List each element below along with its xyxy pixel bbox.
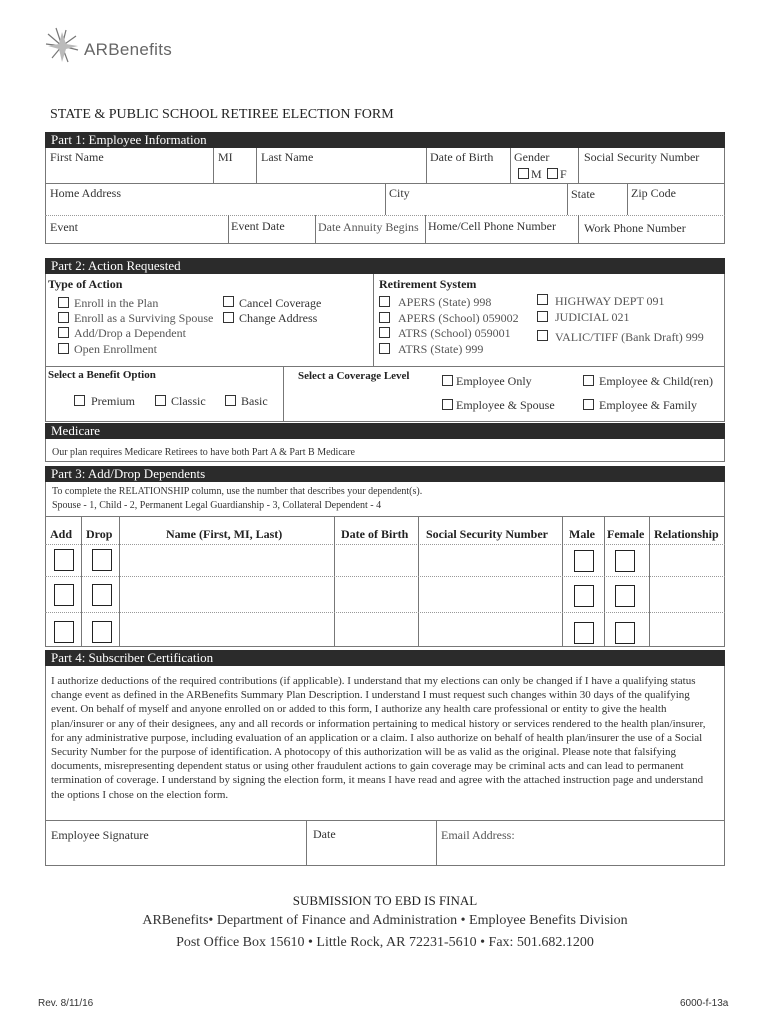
valic-tiff-label: VALIC/TIFF (Bank Draft) 999: [555, 330, 704, 344]
state-field[interactable]: State: [571, 187, 595, 201]
annuity-date-field[interactable]: Date Annuity Begins: [318, 220, 419, 234]
enroll-label: Enroll in the Plan: [74, 296, 159, 310]
dep3-dob-input[interactable]: [337, 616, 415, 646]
part4-heading: Part 4: Subscriber Certification: [45, 650, 725, 666]
dep1-male-checkbox[interactable]: [574, 550, 594, 572]
employee-children-label: Employee & Child(ren): [599, 374, 713, 388]
dob-field[interactable]: Date of Birth: [430, 150, 494, 164]
apers-state-checkbox[interactable]: [379, 296, 390, 307]
dep1-relationship-input[interactable]: [652, 548, 722, 574]
dep2-name-input[interactable]: [122, 580, 332, 610]
valic-tiff-checkbox[interactable]: [537, 330, 548, 341]
classic-checkbox[interactable]: [155, 395, 166, 406]
gender-label: Gender: [514, 150, 550, 164]
coverage-level-label: Select a Coverage Level: [298, 370, 410, 382]
employee-family-label: Employee & Family: [599, 398, 697, 412]
dep2-female-checkbox[interactable]: [615, 585, 635, 607]
last-name-field[interactable]: Last Name: [261, 150, 314, 164]
zip-field[interactable]: Zip Code: [631, 186, 676, 200]
ssn-field[interactable]: Social Security Number: [584, 150, 700, 164]
basic-label: Basic: [241, 394, 268, 408]
signature-date-field[interactable]: Date: [313, 827, 336, 841]
gender-m-checkbox[interactable]: [518, 168, 529, 179]
col-ssn: Social Security Number: [426, 527, 548, 541]
surviving-spouse-label: Enroll as a Surviving Spouse: [74, 311, 214, 325]
dep3-name-input[interactable]: [122, 616, 332, 646]
dep2-add-checkbox[interactable]: [54, 584, 74, 606]
dep3-male-checkbox[interactable]: [574, 622, 594, 644]
gender-f-checkbox[interactable]: [547, 168, 558, 179]
atrs-school-checkbox[interactable]: [379, 327, 390, 338]
city-field[interactable]: City: [389, 186, 410, 200]
retirement-system-label: Retirement System: [379, 277, 477, 291]
atrs-school-label: ATRS (School) 059001: [398, 326, 511, 340]
col-add: Add: [50, 527, 73, 541]
dep1-drop-checkbox[interactable]: [92, 549, 112, 571]
event-field[interactable]: Event: [50, 220, 78, 234]
atrs-state-checkbox[interactable]: [379, 343, 390, 354]
employee-spouse-checkbox[interactable]: [442, 399, 453, 410]
part1-heading: Part 1: Employee Information: [45, 132, 725, 148]
footer-address: Post Office Box 15610 • Little Rock, AR 72231-5610 • Fax: 501.682.1200: [176, 935, 594, 950]
form-title: STATE & PUBLIC SCHOOL RETIREE ELECTION FORM: [50, 107, 394, 122]
mi-field[interactable]: MI: [218, 150, 233, 164]
col-dob: Date of Birth: [341, 527, 409, 541]
dep3-relationship-input[interactable]: [652, 616, 722, 646]
dep3-add-checkbox[interactable]: [54, 621, 74, 643]
classic-label: Classic: [171, 394, 206, 408]
apers-school-checkbox[interactable]: [379, 312, 390, 323]
dep1-ssn-input[interactable]: [421, 548, 559, 574]
col-drop: Drop: [86, 527, 113, 541]
change-address-label: Change Address: [239, 311, 318, 325]
type-of-action-label: Type of Action: [48, 277, 123, 291]
col-female: Female: [607, 527, 645, 541]
employee-family-checkbox[interactable]: [583, 399, 594, 410]
change-address-checkbox[interactable]: [223, 312, 234, 323]
add-drop-dependent-label: Add/Drop a Dependent: [74, 326, 186, 340]
apers-state-label: APERS (State) 998: [398, 295, 492, 309]
dep2-drop-checkbox[interactable]: [92, 584, 112, 606]
dep3-drop-checkbox[interactable]: [92, 621, 112, 643]
judicial-checkbox[interactable]: [537, 311, 548, 322]
enroll-checkbox[interactable]: [58, 297, 69, 308]
dep3-ssn-input[interactable]: [421, 616, 559, 646]
apers-school-label: APERS (School) 059002: [398, 311, 519, 325]
event-date-field[interactable]: Event Date: [231, 219, 285, 233]
medicare-note: Our plan requires Medicare Retirees to have both Part A & Part B Medicare: [52, 447, 355, 458]
judicial-label: JUDICIAL 021: [555, 310, 630, 324]
medicare-heading: Medicare: [45, 423, 725, 439]
highway-dept-label: HIGHWAY DEPT 091: [555, 294, 665, 308]
cancel-coverage-checkbox[interactable]: [223, 296, 234, 307]
gender-f-label: F: [560, 167, 567, 181]
footer-organization: ARBenefits• Department of Finance and Administration • Employee Benefits Division: [142, 913, 628, 928]
revision-date: Rev. 8/11/16: [38, 998, 94, 1009]
open-enrollment-label: Open Enrollment: [74, 342, 157, 356]
certification-text: I authorize deductions of the required contributions (if applicable). I understand that my elections can only be changed if I have a qualifying status change event as defined in the ARBenefits Summary Plan Description. I understand I must request such changes within 30 days of the qualifying event. On behalf of myself and anyone enrolled on or added to this form, I authorize any health care professional or entity to give the health plan/insurer or any of their designees, any and all records or information pertaining to medical history or services rendered to the health plan/insurer, for any administrative purpose, including evaluation of an application or a claim. I also authorize on behalf of health plan/insurer the use of a Social Security Number for the purpose of identification. A photocopy of this authorization will be as valid as the original. Please note that falsifying documents, misrepresenting dependent status or using other fraudulent actions to gain coverage may be criminal acts and can lead to permanent termination of coverage. I understand by signing the election form, it means I have read and agree with the attached instruction page and understand the options I chose on the election form.: [51, 675, 706, 801]
home-address-field[interactable]: Home Address: [50, 186, 121, 200]
logo-text: ARBenefits: [84, 40, 173, 59]
open-enrollment-checkbox[interactable]: [58, 343, 69, 354]
premium-label: Premium: [91, 394, 135, 408]
benefit-option-label: Select a Benefit Option: [48, 369, 156, 381]
employee-only-checkbox[interactable]: [442, 375, 453, 386]
first-name-field[interactable]: First Name: [50, 150, 104, 164]
dep2-ssn-input[interactable]: [421, 580, 559, 610]
dep2-dob-input[interactable]: [337, 580, 415, 610]
email-address-field[interactable]: Email Address:: [441, 828, 515, 842]
employee-signature-field[interactable]: Employee Signature: [51, 828, 149, 842]
dep1-dob-input[interactable]: [337, 548, 415, 574]
work-phone-field[interactable]: Work Phone Number: [584, 221, 686, 235]
home-phone-field[interactable]: Home/Cell Phone Number: [428, 219, 556, 233]
part2-heading: Part 2: Action Requested: [45, 258, 725, 274]
relationship-codes: Spouse - 1, Child - 2, Permanent Legal Guardianship - 3, Collateral Dependent - 4: [52, 500, 382, 511]
add-drop-dependent-checkbox[interactable]: [58, 327, 69, 338]
employee-children-checkbox[interactable]: [583, 375, 594, 386]
col-male: Male: [569, 527, 595, 541]
surviving-spouse-checkbox[interactable]: [58, 312, 69, 323]
dep1-add-checkbox[interactable]: [54, 549, 74, 571]
highway-dept-checkbox[interactable]: [537, 294, 548, 305]
gender-m-label: M: [531, 167, 542, 181]
basic-checkbox[interactable]: [225, 395, 236, 406]
dep2-male-checkbox[interactable]: [574, 585, 594, 607]
premium-checkbox[interactable]: [74, 395, 85, 406]
submission-final-notice: SUBMISSION TO EBD IS FINAL: [292, 893, 478, 908]
part3-heading: Part 3: Add/Drop Dependents: [45, 466, 725, 482]
employee-spouse-label: Employee & Spouse: [456, 398, 555, 412]
col-name: Name (First, MI, Last): [166, 527, 283, 541]
dep1-female-checkbox[interactable]: [615, 550, 635, 572]
cancel-coverage-label: Cancel Coverage: [239, 296, 322, 310]
atrs-state-label: ATRS (State) 999: [398, 342, 484, 356]
dep1-name-input[interactable]: [122, 548, 332, 574]
relationship-instruction: To complete the RELATIONSHIP column, use the number that describes your dependent(s).: [52, 486, 423, 497]
dep3-female-checkbox[interactable]: [615, 622, 635, 644]
col-relationship: Relationship: [654, 527, 719, 541]
dep2-relationship-input[interactable]: [652, 580, 722, 610]
employee-only-label: Employee Only: [456, 374, 532, 388]
form-number: 6000-f-13a: [680, 998, 729, 1009]
